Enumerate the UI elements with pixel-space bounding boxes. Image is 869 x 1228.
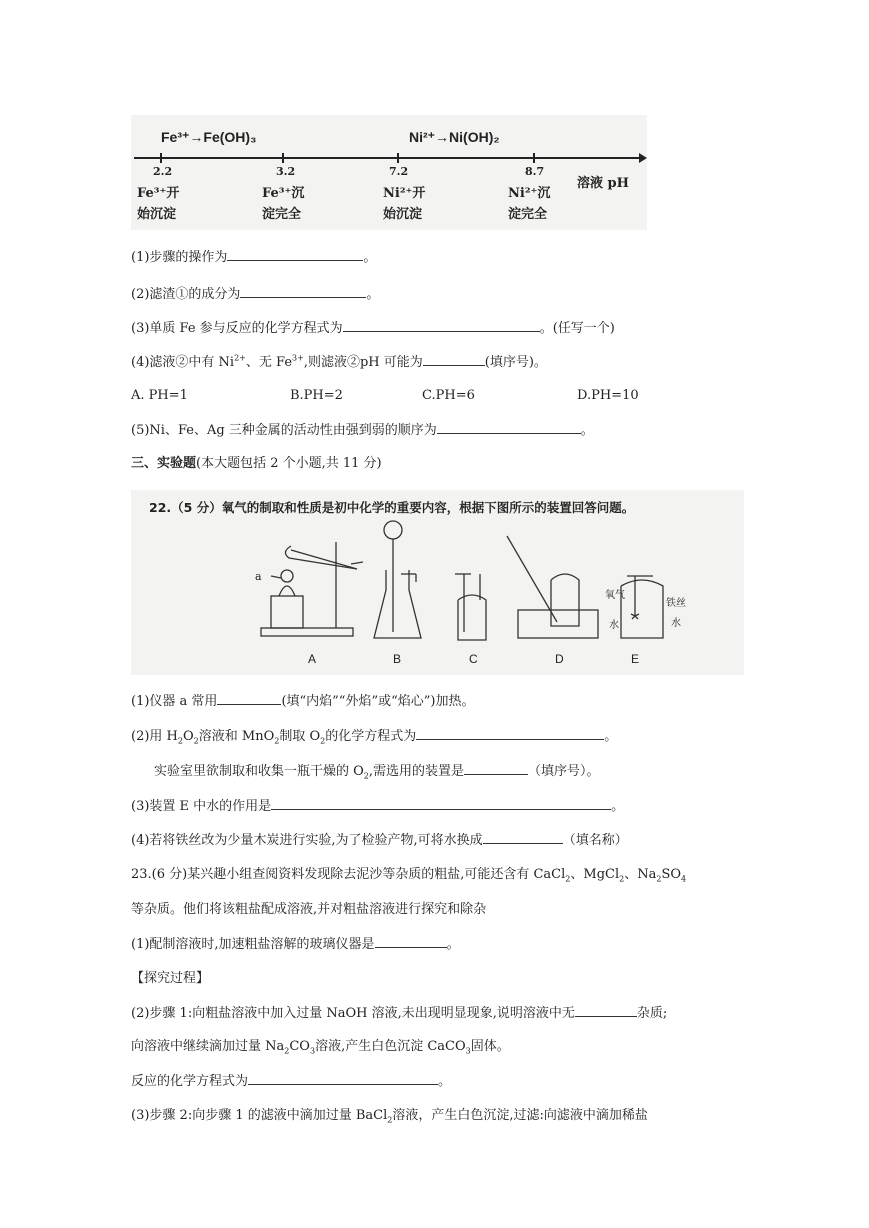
- ph-axis-label: 溶液 pH: [577, 176, 629, 191]
- ph-tick-3-2: 3.2: [276, 165, 296, 178]
- q22-line-1: (1)仪器 a 常用 (填“内焰”“外焰”或“焰心”)加热。: [131, 694, 475, 709]
- q22-title: 22.（5 分）氧气的制取和性质是初中化学的重要内容，根据下图所示的装置回答问题。: [149, 500, 635, 515]
- q21-line-1: (1)步骤的操作为 。: [131, 250, 377, 265]
- ph-tick-3-2-l1: Fe³⁺沉: [262, 186, 305, 201]
- answer-blank[interactable]: [483, 831, 563, 844]
- answer-blank[interactable]: [271, 797, 611, 810]
- q21-line-5: (5)Ni、Fe、Ag 三种金属的活动性由强到弱的顺序为 。: [131, 423, 594, 438]
- option-a: A. PH=1: [131, 388, 188, 403]
- answer-blank[interactable]: [375, 935, 447, 948]
- q22-line-2: (2)用 $H_2O_2$溶液和 MnO$_2$制取 $O_2$的化学方程式为 。: [131, 729, 618, 746]
- ph-tick-2-2: 2.2: [153, 165, 173, 178]
- q23-heading: 【探究过程】: [131, 971, 210, 986]
- answer-blank[interactable]: [240, 285, 366, 298]
- q23-line-6: 向溶液中继续滴加过量 $Na_2CO_3$溶液,产生白色沉淀 CaCO$_3$固体。: [131, 1039, 510, 1056]
- ph-scale-figure: [131, 115, 647, 230]
- iron-wire-label: 铁丝: [666, 598, 686, 609]
- ph-tick-8-7: 8.7: [525, 165, 545, 178]
- option-c: C.PH=6: [422, 388, 475, 403]
- answer-blank[interactable]: [464, 762, 528, 775]
- water-label-2: 水: [671, 618, 681, 629]
- ph-tick-7-2-l1: Ni²⁺开: [383, 186, 426, 201]
- q23-line-3: (1)配制溶液时,加速粗盐溶解的玻璃仪器是 。: [131, 937, 460, 952]
- ph-ni-arrow-label: Ni²⁺→Ni(OH)₂: [409, 129, 500, 145]
- q21-line-2: (2)滤渣①的成分为 。: [131, 287, 380, 302]
- ph-tick-2-2-l1: Fe³⁺开: [137, 186, 180, 201]
- ph-tick-7-2: 7.2: [389, 165, 409, 178]
- ph-tick-3-2-l2: 淀完全: [262, 207, 302, 222]
- label-d: D: [555, 652, 564, 666]
- q23-line-7: 反应的化学方程式为 。: [131, 1074, 452, 1089]
- q22-line-5: (4)若将铁丝改为少量木炭进行实验,为了检验产物,可将水换成 （填名称）: [131, 833, 628, 848]
- answer-blank[interactable]: [343, 319, 540, 332]
- q23-line-2: 等杂质。他们将该粗盐配成溶液,并对粗盐溶液进行探究和除杂: [131, 902, 487, 917]
- ph-tick-8-7-l1: Ni²⁺沉: [508, 186, 551, 201]
- label-a: A: [308, 652, 317, 666]
- apparatus-drawing: [131, 490, 744, 675]
- q22-line-3: 实验室里欲制取和收集一瓶干燥的 $O_2$,需选用的装置是 （填序号）。: [154, 764, 600, 781]
- option-d: D.PH=10: [577, 388, 639, 403]
- q21-line-4: (4)滤液②中有 $Ni^{2+}$、无 $Fe^{3+}$,则滤液②pH 可能为 (填序号)。: [131, 353, 547, 370]
- ph-tick-7-2-l2: 始沉淀: [383, 207, 423, 222]
- instrument-a-label: a: [255, 570, 262, 583]
- q22-line-4: (3)装置 E 中水的作用是 。: [131, 799, 625, 814]
- q23-line-5: (2)步骤 1:向粗盐溶液中加入过量 NaOH 溶液,未出现明显现象,说明溶液中无 杂质;: [131, 1006, 668, 1021]
- label-e: E: [631, 652, 640, 666]
- option-b: B.PH=2: [290, 388, 343, 403]
- ph-tick-8-7-l2: 淀完全: [508, 207, 548, 222]
- water-label-1: 水: [609, 620, 619, 631]
- ph-tick-2-2-l2: 始沉淀: [137, 207, 177, 222]
- oxygen-label: 氧气: [605, 590, 625, 601]
- answer-blank[interactable]: [217, 692, 281, 705]
- answer-blank[interactable]: [423, 353, 485, 366]
- ph-fe-arrow-label: Fe³⁺→Fe(OH)₃: [161, 129, 257, 145]
- q21-line-3: (3)单质 Fe 参与反应的化学方程式为 。(任写一个): [131, 321, 615, 336]
- section-heading: 三、实验题(本大题包括 2 个小题,共 11 分): [131, 456, 382, 471]
- answer-blank[interactable]: [575, 1004, 637, 1017]
- label-b: B: [393, 652, 402, 666]
- apparatus-figure: [131, 490, 744, 675]
- answer-blank[interactable]: [248, 1072, 438, 1085]
- q23-line-1: 23.(6 分)某兴趣小组查阅资料发现除去泥沙等杂质的粗盐,可能还含有 CaCl$_2$、MgCl$_2$、$Na_2SO_4$: [131, 867, 687, 884]
- label-c: C: [469, 652, 478, 666]
- answer-blank[interactable]: [437, 421, 581, 434]
- answer-blank[interactable]: [416, 727, 604, 740]
- q23-line-8: (3)步骤 2:向步骤 1 的滤液中滴加过量 BaCl$_2$溶液，产生白色沉淀,过滤:向滤液中滴加稀盐: [131, 1108, 648, 1125]
- answer-blank[interactable]: [227, 248, 363, 261]
